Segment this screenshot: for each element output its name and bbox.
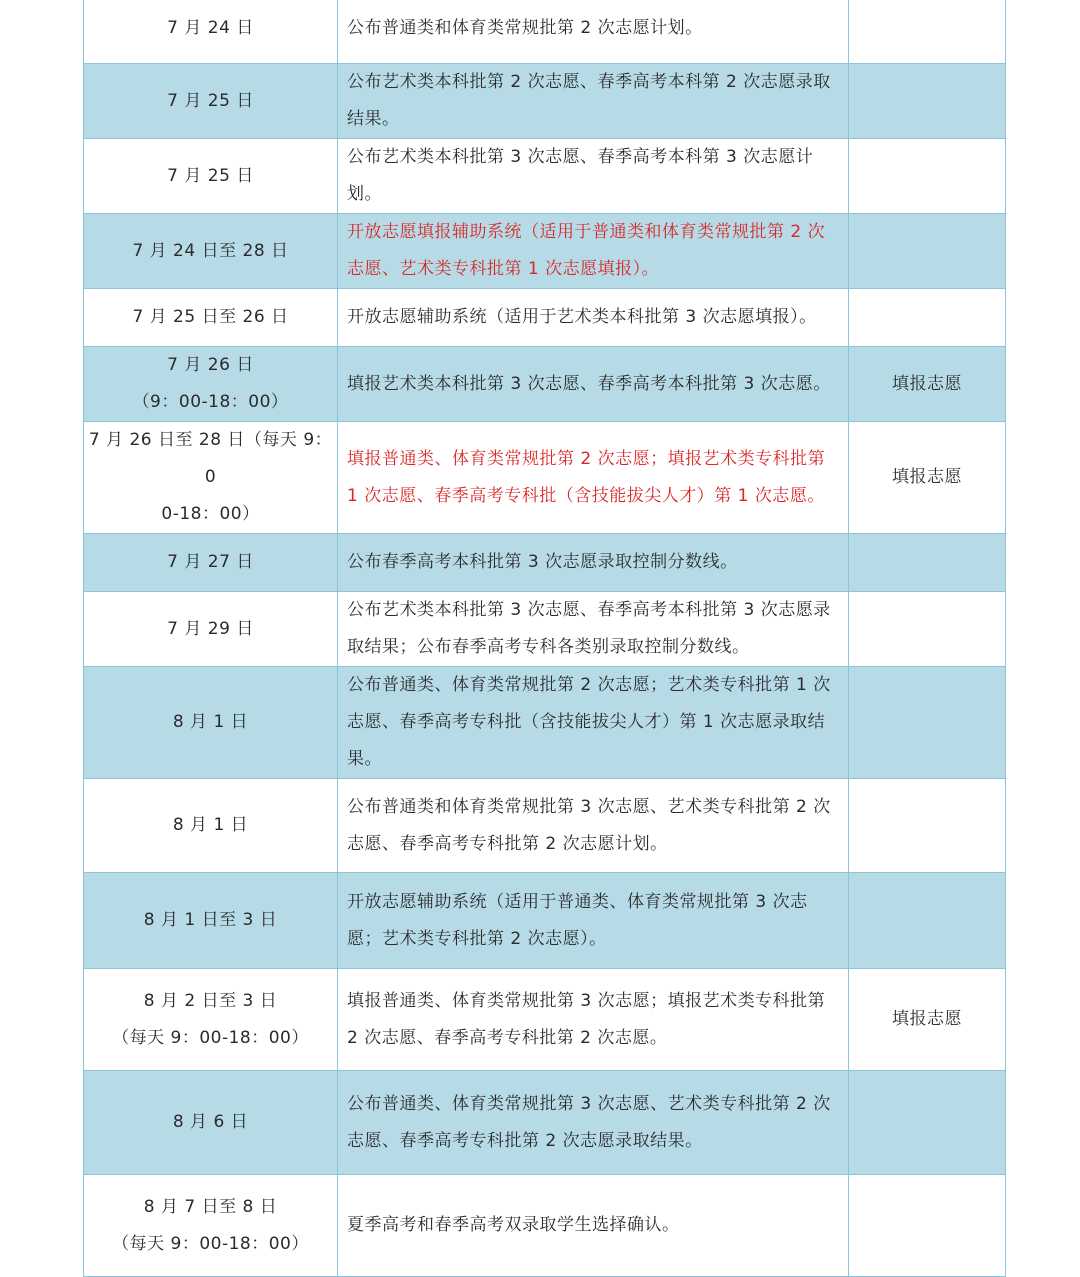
description-cell: 夏季高考和春季高考双录取学生选择确认。 bbox=[338, 1175, 849, 1277]
date-cell: 8 月 7 日至 8 日 （每天 9：00-18：00） bbox=[84, 1175, 338, 1277]
description-cell: 公布艺术类本科批第 3 次志愿、春季高考本科批第 3 次志愿录取结果；公布春季高考专科各类别录取控制分数线。 bbox=[338, 592, 849, 667]
description-cell: 填报艺术类本科批第 3 次志愿、春季高考本科批第 3 次志愿。 bbox=[338, 347, 849, 422]
table-row bbox=[84, 139, 1006, 214]
action-cell: 填报志愿 bbox=[849, 422, 1006, 534]
action-cell bbox=[849, 873, 1006, 969]
action-cell: 填报志愿 bbox=[849, 347, 1006, 422]
date-cell: 7 月 27 日 bbox=[84, 534, 338, 592]
action-cell bbox=[849, 1175, 1006, 1277]
action-cell bbox=[849, 1071, 1006, 1175]
date-cell: 8 月 6 日 bbox=[84, 1071, 338, 1175]
date-cell: 8 月 1 日 bbox=[84, 779, 338, 873]
action-cell bbox=[849, 289, 1006, 347]
description-cell: 公布春季高考本科批第 3 次志愿录取控制分数线。 bbox=[338, 534, 849, 592]
date-cell: 7 月 25 日至 26 日 bbox=[84, 289, 338, 347]
description-cell: 公布普通类和体育类常规批第 2 次志愿计划。 bbox=[338, 0, 849, 64]
date-cell: 7 月 26 日 （9：00-18：00） bbox=[84, 347, 338, 422]
description-cell: 开放志愿填报辅助系统（适用于普通类和体育类常规批第 2 次志愿、艺术类专科批第 1 次志愿填报）。 bbox=[338, 214, 849, 289]
action-cell bbox=[849, 534, 1006, 592]
date-cell: 8 月 1 日 bbox=[84, 667, 338, 779]
action-cell bbox=[849, 64, 1006, 139]
description-cell: 填报普通类、体育类常规批第 2 次志愿；填报艺术类专科批第 1 次志愿、春季高考专科批（含技能拔尖人才）第 1 次志愿。 bbox=[338, 422, 849, 534]
date-cell: 7 月 26 日至 28 日（每天 9：0 0-18：00） bbox=[84, 422, 338, 534]
description-cell: 开放志愿辅助系统（适用于普通类、体育类常规批第 3 次志愿；艺术类专科批第 2 次志愿）。 bbox=[338, 873, 849, 969]
table-row bbox=[84, 873, 1006, 969]
action-cell bbox=[849, 139, 1006, 214]
table-row bbox=[84, 667, 1006, 779]
table-row bbox=[84, 0, 1006, 64]
table-row bbox=[84, 347, 1006, 422]
action-cell bbox=[849, 214, 1006, 289]
table-row bbox=[84, 64, 1006, 139]
date-cell: 7 月 24 日至 28 日 bbox=[84, 214, 338, 289]
date-cell: 7 月 25 日 bbox=[84, 139, 338, 214]
date-cell: 7 月 25 日 bbox=[84, 64, 338, 139]
description-cell: 公布普通类、体育类常规批第 2 次志愿；艺术类专科批第 1 次志愿、春季高考专科批（含技能拔尖人才）第 1 次志愿录取结果。 bbox=[338, 667, 849, 779]
action-cell: 填报志愿 bbox=[849, 969, 1006, 1071]
action-cell bbox=[849, 667, 1006, 779]
table-row bbox=[84, 779, 1006, 873]
table-row bbox=[84, 592, 1006, 667]
table-row bbox=[84, 969, 1006, 1071]
table-row bbox=[84, 422, 1006, 534]
date-cell: 8 月 2 日至 3 日 （每天 9：00-18：00） bbox=[84, 969, 338, 1071]
table-row bbox=[84, 289, 1006, 347]
action-cell bbox=[849, 779, 1006, 873]
table-row bbox=[84, 214, 1006, 289]
description-cell: 公布艺术类本科批第 3 次志愿、春季高考本科第 3 次志愿计划。 bbox=[338, 139, 849, 214]
table-row bbox=[84, 1175, 1006, 1277]
action-cell bbox=[849, 0, 1006, 64]
date-cell: 7 月 29 日 bbox=[84, 592, 338, 667]
date-cell: 8 月 1 日至 3 日 bbox=[84, 873, 338, 969]
description-cell: 填报普通类、体育类常规批第 3 次志愿；填报艺术类专科批第 2 次志愿、春季高考专科批第 2 次志愿。 bbox=[338, 969, 849, 1071]
description-cell: 公布普通类和体育类常规批第 3 次志愿、艺术类专科批第 2 次志愿、春季高考专科批第 2 次志愿计划。 bbox=[338, 779, 849, 873]
table-row bbox=[84, 1071, 1006, 1175]
table-row bbox=[84, 534, 1006, 592]
description-cell: 开放志愿辅助系统（适用于艺术类本科批第 3 次志愿填报）。 bbox=[338, 289, 849, 347]
admission-schedule-table bbox=[83, 0, 1006, 1277]
description-cell: 公布普通类、体育类常规批第 3 次志愿、艺术类专科批第 2 次志愿、春季高考专科批第 2 次志愿录取结果。 bbox=[338, 1071, 849, 1175]
date-cell: 7 月 24 日 bbox=[84, 0, 338, 64]
action-cell bbox=[849, 592, 1006, 667]
description-cell: 公布艺术类本科批第 2 次志愿、春季高考本科第 2 次志愿录取结果。 bbox=[338, 64, 849, 139]
